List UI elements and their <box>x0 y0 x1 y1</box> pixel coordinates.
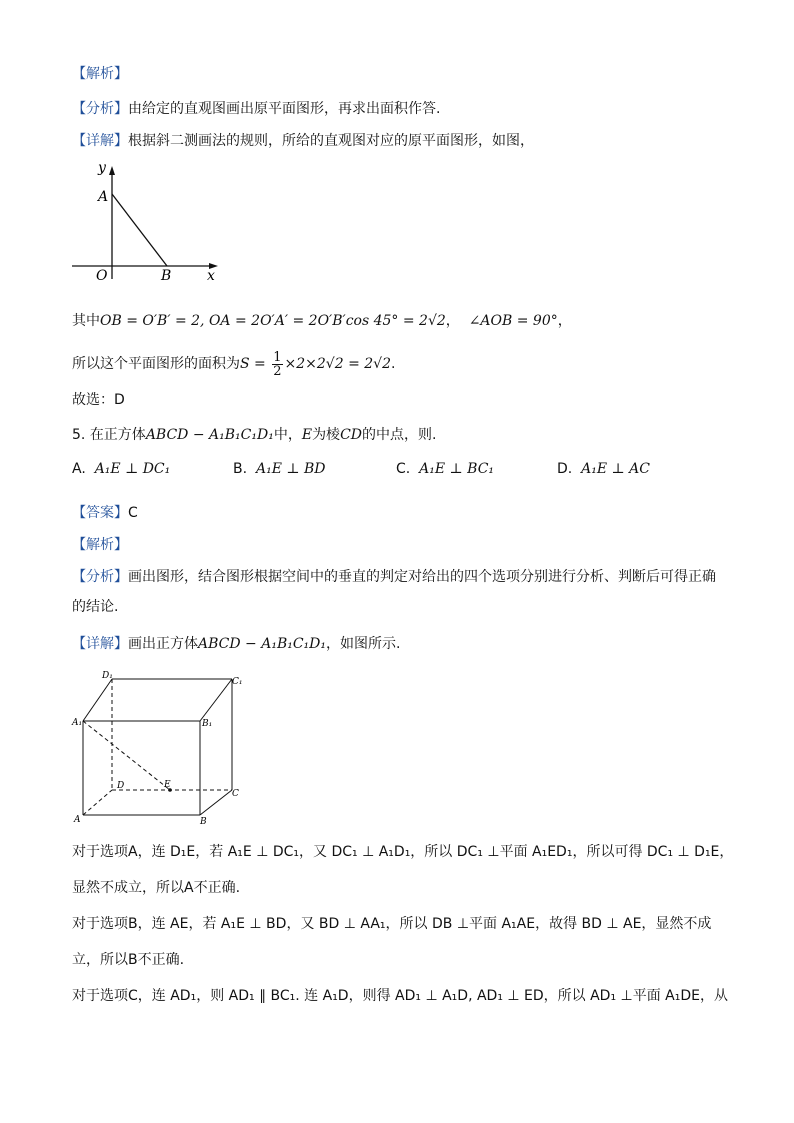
label-a1: A₁ <box>72 718 83 728</box>
figure-cube <box>66 668 246 828</box>
label-o: O <box>96 268 108 284</box>
label-b: B <box>161 268 172 284</box>
label-d: D <box>117 781 125 791</box>
analysis-heading-1: 【解析】 <box>72 66 128 82</box>
label-x: x <box>207 268 215 284</box>
segment-a1e <box>83 721 170 790</box>
line-qizhong: 其中OB = O′B′ = 2, OA = 2O′A′ = 2O′B′cos 45° = 2√2， ∠AOB = 90°， <box>72 313 572 329</box>
answer: 【答案】C <box>72 505 138 521</box>
option-b-analysis-2: 立，所以B不正确. <box>72 952 185 968</box>
edge-ad <box>83 790 112 815</box>
analysis-fenxi-2-cont: 的结论. <box>72 599 119 615</box>
fraction-half: $\frac{1}{2}$ <box>273 349 282 379</box>
edge-a1d1 <box>83 679 112 721</box>
analysis-xiangjie-1: 【详解】根据斜二测画法的规则，所给的直观图对应的原平面图形，如图， <box>72 133 534 149</box>
analysis-xiangjie-2: 【详解】画出正方体ABCD − A₁B₁C₁D₁，如图所示. <box>72 636 401 652</box>
segment-ab <box>112 194 167 266</box>
option-a-analysis-1: 对于选项A，连 D₁E，若 A₁E ⊥ DC₁，又 DC₁ ⊥ A₁D₁，所以 DC₁ ⊥平面 A₁ED₁，所以可得 DC₁ ⊥ D₁E， <box>72 844 734 860</box>
question-5: 5. 在正方体ABCD − A₁B₁C₁D₁中，E为棱CD的中点，则. <box>72 427 437 443</box>
figure-triangle <box>70 154 230 289</box>
analysis-fenxi-2: 【分析】画出图形，结合图形根据空间中的垂直的判定对给出的四个选项分别进行分析、判断后可得正确 <box>72 569 716 585</box>
analysis-fenxi-1: 【分析】由给定的直观图画出原平面图形，再求出面积作答. <box>72 101 441 117</box>
label-y: y <box>98 160 106 176</box>
label-c1: C₁ <box>232 677 243 687</box>
option-b: B. A₁E ⊥ BD <box>233 461 326 477</box>
option-d: D. A₁E ⊥ AC <box>557 461 650 477</box>
option-a: A. A₁E ⊥ DC₁ <box>72 461 171 477</box>
option-c-analysis-1: 对于选项C，连 AD₁，则 AD₁ ∥ BC₁. 连 A₁D，则得 AD₁ ⊥ A₁D, AD₁ ⊥ ED，所以 AD₁ ⊥平面 A₁DE，从 <box>72 988 728 1004</box>
option-b-analysis-1: 对于选项B，连 AE，若 A₁E ⊥ BD，又 BD ⊥ AA₁，所以 DB ⊥平面 A₁AE，故得 BD ⊥ AE，显然不成 <box>72 916 712 932</box>
label-b: B <box>200 817 207 827</box>
label-c: C <box>232 789 239 799</box>
label-d1: D₁ <box>102 671 113 681</box>
edge-bc <box>200 790 232 815</box>
label-e: E <box>164 780 171 790</box>
option-c: C. A₁E ⊥ BC₁ <box>396 461 495 477</box>
label-a: A <box>98 189 109 205</box>
label-a: A <box>74 815 81 825</box>
y-axis-arrow <box>109 166 115 175</box>
option-a-analysis-2: 显然不成立，所以A不正确. <box>72 880 241 896</box>
analysis-heading-2: 【解析】 <box>72 537 128 553</box>
edge-b1c1 <box>200 679 232 721</box>
line-area: 所以这个平面图形的面积为S = $\frac{1}{2}$ ×2×2√2 = 2√2. <box>72 349 396 379</box>
choice-1: 故选：D <box>72 392 125 408</box>
label-b1: B₁ <box>202 719 213 729</box>
